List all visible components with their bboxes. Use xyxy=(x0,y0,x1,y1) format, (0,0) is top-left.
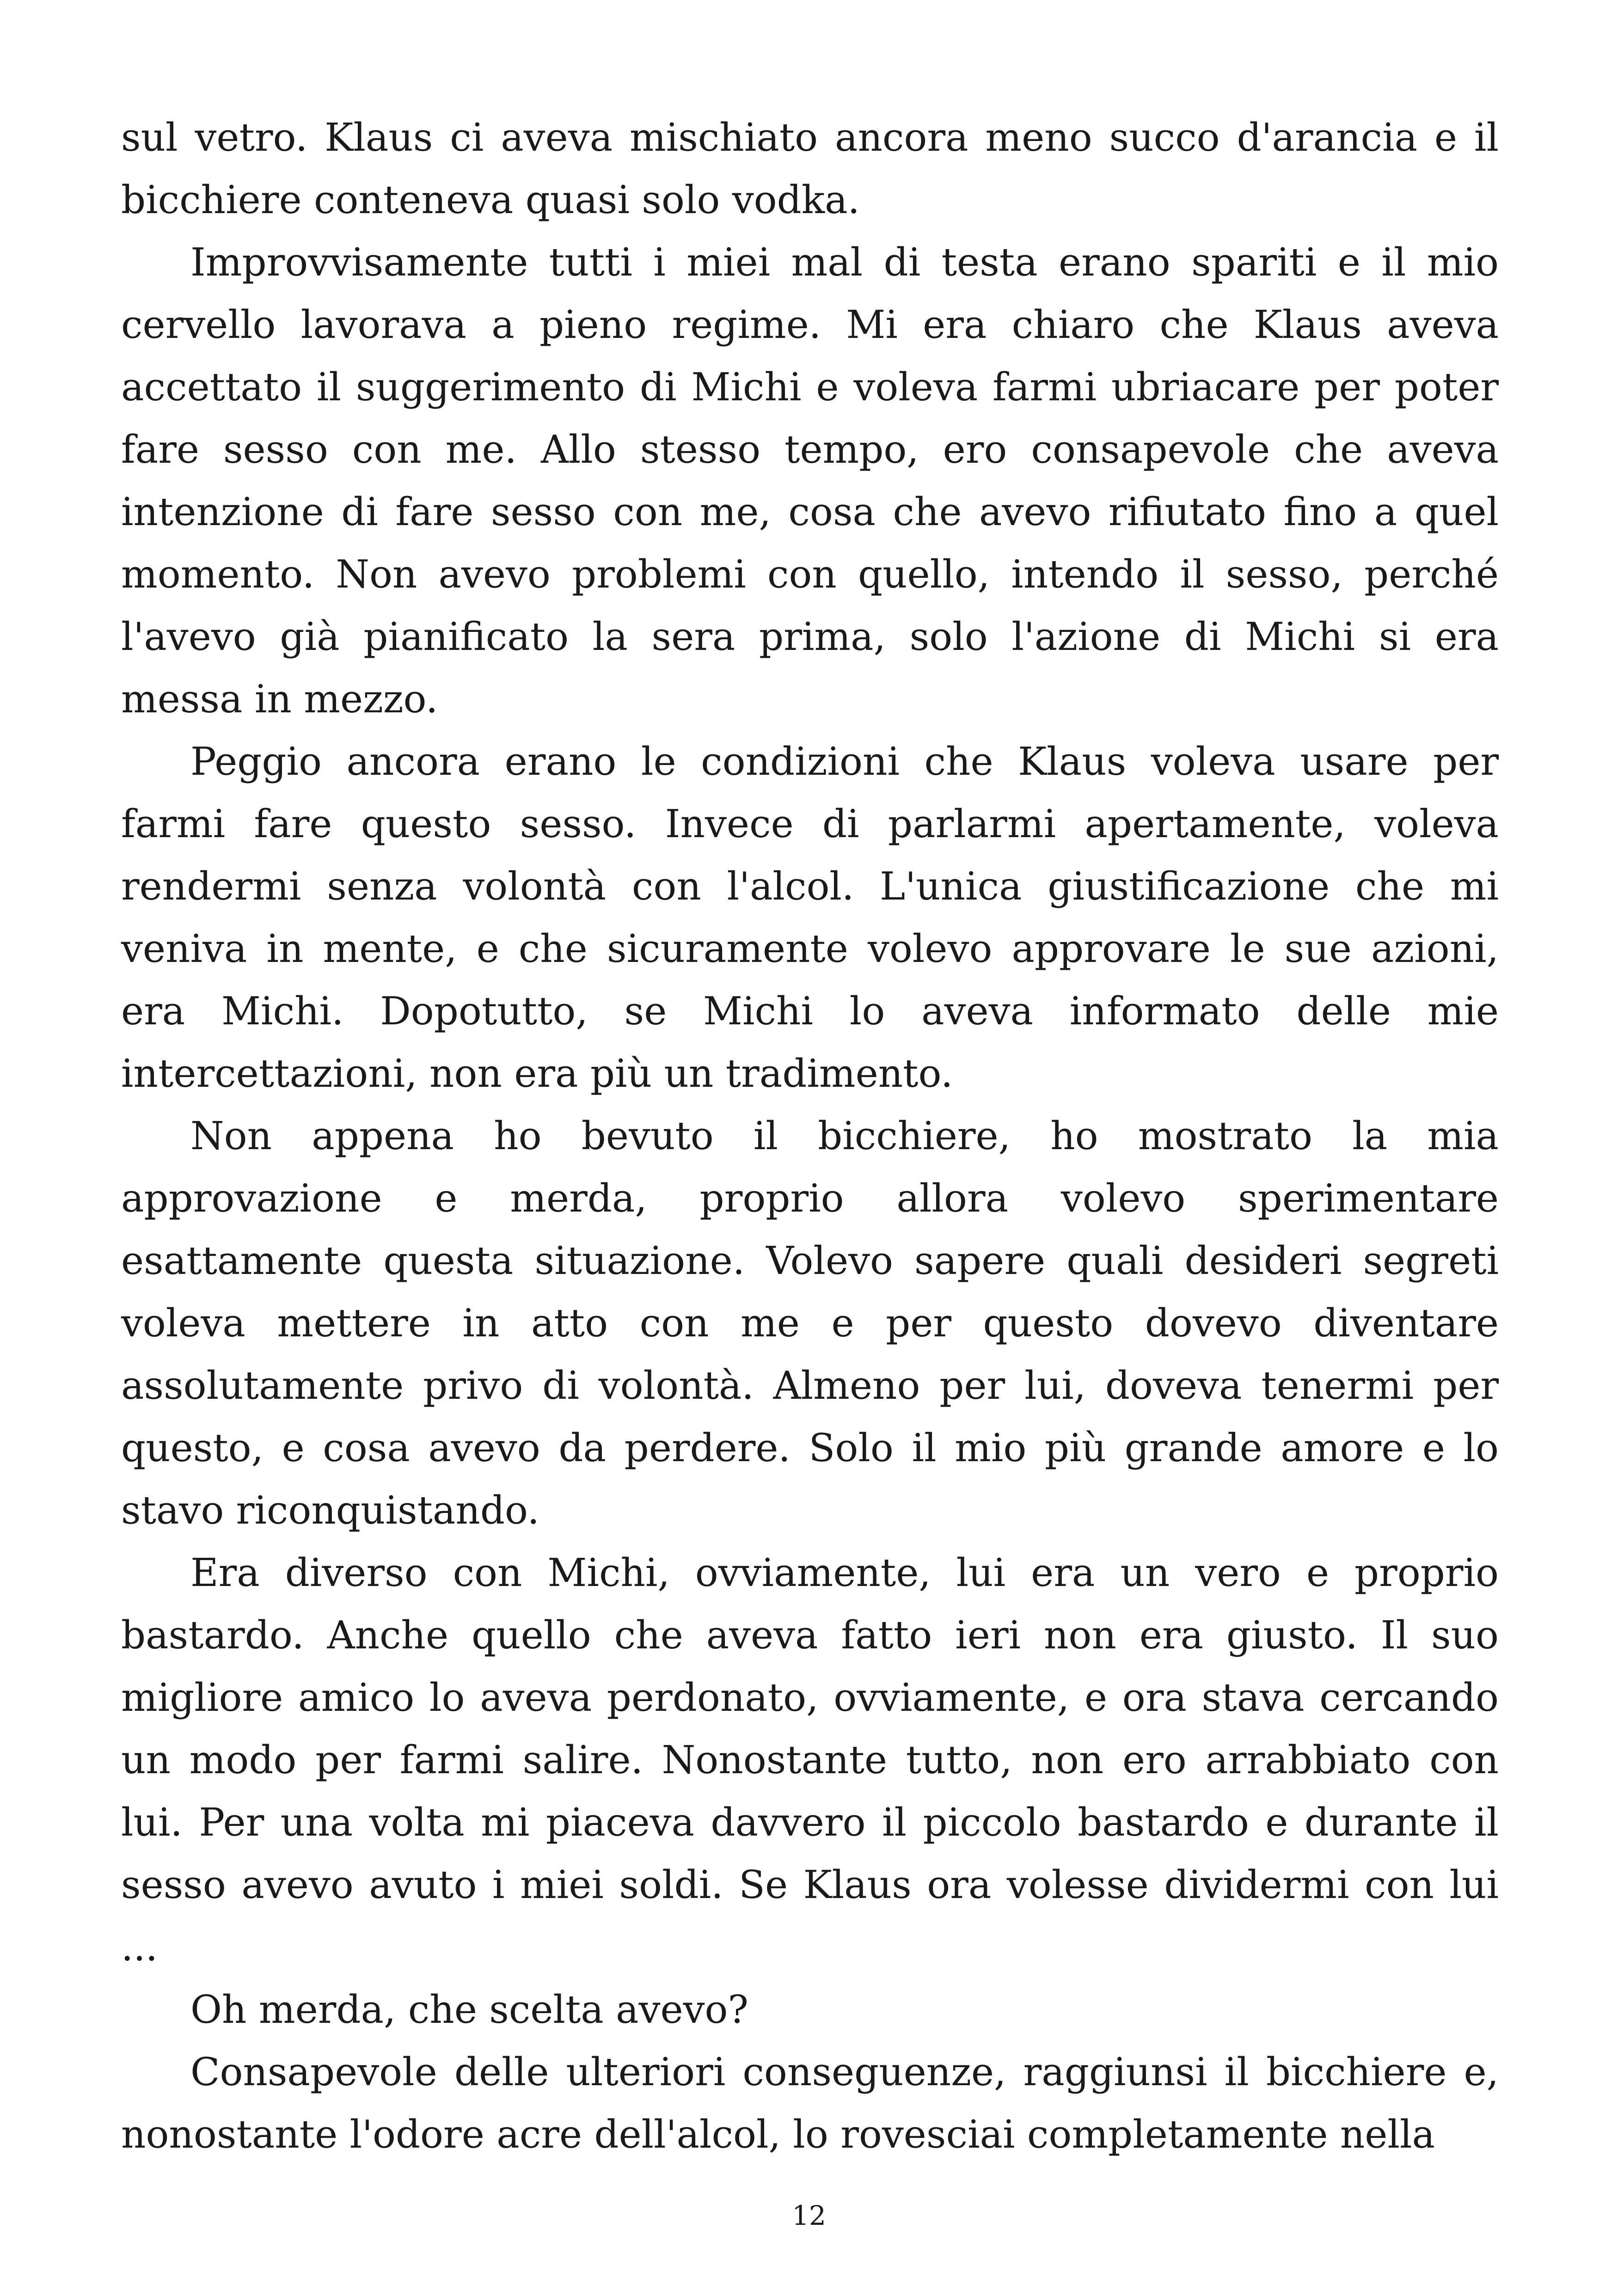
paragraph-7: Consapevole delle ulteriori conseguenze, raggiunsi il bicchiere e, nonostante l'odore acre dell'alcol, lo rovesciai completamente nella xyxy=(121,2050,1499,2157)
page-number: 12 xyxy=(792,2200,826,2231)
page-body xyxy=(121,106,1499,2196)
paragraph-6: Oh merda, che scelta avevo? xyxy=(190,1987,749,2032)
paragraph-4: Non appena ho bevuto il bicchiere, ho mostrato la mia approvazione e merda, proprio allora volevo sperimentare esattamente questa situazione. Volevo sapere quali desideri segreti voleva mettere in atto con me e per questo dovevo diventare assolutamente privo di volontà. Almeno per lui, doveva tenermi per questo, e cosa avevo da perdere. Solo il mio più grande amore e lo stavo riconquistando. xyxy=(121,1114,1499,1533)
paragraph-1: sul vetro. Klaus ci aveva mischiato ancora meno succo d'arancia e il bicchiere conteneva quasi solo vodka. xyxy=(121,115,1499,222)
paragraph-2: Improvvisamente tutti i miei mal di testa erano spariti e il mio cervello lavorava a pieno regime. Mi era chiaro che Klaus aveva accettato il suggerimento di Michi e voleva farmi ubriacare per poter fare sesso con me. Allo stesso tempo, ero consapevole che aveva intenzione di fare sesso con me, cosa che avevo rifiutato fino a quel momento. Non avevo problemi con quello, intendo il sesso, perché l'avevo già pianificato la sera prima, solo l'azione di Michi si era messa in mezzo. xyxy=(121,240,1499,722)
paragraph-3: Peggio ancora erano le condizioni che Klaus voleva usare per farmi fare questo sesso. Invece di parlarmi apertamente, voleva rendermi senza volontà con l'alcol. L'unica giustificazione che mi veniva in mente, e che sicuramente volevo approvare le sue azioni, era Michi. Dopotutto, se Michi lo aveva informato delle mie intercettazioni, non era più un tradimento. xyxy=(121,739,1499,1096)
paragraph-5: Era diverso con Michi, ovviamente, lui era un vero e proprio bastardo. Anche quello che aveva fatto ieri non era giusto. Il suo migliore amico lo aveva perdonato, ovviamente, e ora stava cercando un modo per farmi salire. Nonostante tutto, non ero arrabbiato con lui. Per una volta mi piaceva davvero il piccolo bastardo e durante il sesso avevo avuto i miei soldi. Se Klaus ora volesse dividermi con lui ... xyxy=(121,1550,1499,1970)
